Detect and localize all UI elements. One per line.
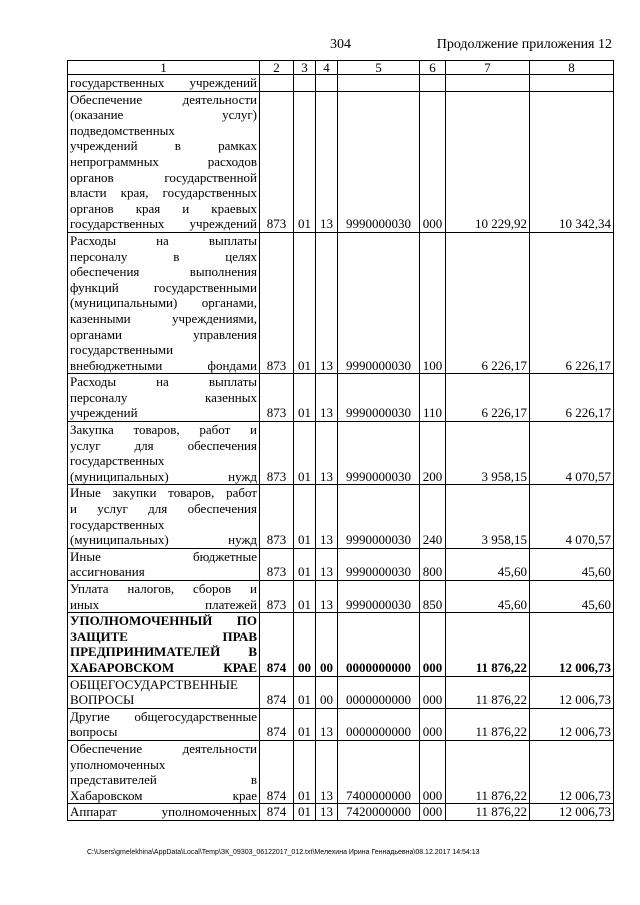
row-name-line: услуг для обеспечения (70, 437, 257, 453)
row-name-line: государственных учреждений (70, 75, 257, 90)
data-cell: 45,60 (530, 548, 614, 580)
data-cell: 11 876,22 (446, 804, 530, 821)
data-cell: 12 006,73 (530, 708, 614, 740)
data-cell: 9990000030 (338, 485, 420, 548)
data-cell: 01 (294, 422, 316, 485)
row-name-cell (68, 232, 260, 373)
data-cell: 873 (260, 581, 294, 613)
data-cell: 000 (420, 804, 446, 821)
table-row (68, 232, 614, 373)
data-cell: 12 006,73 (530, 804, 614, 821)
table-header-row (68, 61, 614, 75)
table-row (68, 374, 614, 422)
table-row (68, 676, 614, 708)
data-cell: 45,60 (446, 581, 530, 613)
column-header: 6 (420, 61, 446, 75)
data-cell: 01 (294, 676, 316, 708)
data-cell: 11 876,22 (446, 740, 530, 803)
data-cell: 0000000000 (338, 613, 420, 676)
data-cell: 110 (420, 374, 446, 422)
data-cell: 9990000030 (338, 548, 420, 580)
data-cell: 12 006,73 (530, 676, 614, 708)
data-cell (420, 75, 446, 92)
data-cell: 01 (294, 804, 316, 821)
row-name-line: органов края и краевых (70, 200, 257, 216)
data-cell: 00 (316, 613, 338, 676)
data-cell: 13 (316, 91, 338, 232)
row-name-line: Закупка товаров, работ и (70, 422, 257, 438)
data-cell: 000 (420, 613, 446, 676)
data-cell: 874 (260, 676, 294, 708)
data-cell: 4 070,57 (530, 485, 614, 548)
data-cell (338, 75, 420, 92)
data-cell: 874 (260, 740, 294, 803)
row-name-line: ассигнования (70, 564, 145, 580)
data-cell: 200 (420, 422, 446, 485)
data-cell: 873 (260, 485, 294, 548)
data-cell: 13 (316, 232, 338, 373)
row-name-line: ПРЕДПРИНИМАТЕЛЕЙ В (70, 644, 257, 660)
row-name-line: Обеспечение деятельности (70, 740, 257, 756)
data-cell: 3 958,15 (446, 422, 530, 485)
column-header: 3 (294, 61, 316, 75)
column-header: 8 (530, 61, 614, 75)
row-name-line: представителей в (70, 772, 257, 788)
data-cell: 000 (420, 676, 446, 708)
table-row (68, 485, 614, 548)
data-cell: 000 (420, 91, 446, 232)
data-cell: 874 (260, 613, 294, 676)
data-cell: 11 876,22 (446, 676, 530, 708)
data-cell: 01 (294, 91, 316, 232)
table-row (68, 581, 614, 613)
data-cell: 00 (316, 676, 338, 708)
row-name-cell (68, 740, 260, 803)
row-name-cell (68, 374, 260, 422)
column-header: 7 (446, 61, 530, 75)
row-name-line: государственных (70, 516, 165, 532)
data-cell: 13 (316, 374, 338, 422)
row-name-line: персоналу в целях (70, 248, 257, 264)
row-name-line: функций государственными (70, 279, 257, 295)
data-cell: 01 (294, 548, 316, 580)
row-name-line: Хабаровском крае (70, 787, 257, 803)
data-cell: 3 958,15 (446, 485, 530, 548)
data-cell: 13 (316, 804, 338, 821)
budget-table (67, 60, 614, 821)
data-cell (260, 75, 294, 92)
row-name-line: и услуг для обеспечения (70, 501, 257, 517)
row-name-line: власти края, государственных (70, 185, 257, 201)
table-row (68, 422, 614, 485)
data-cell: 01 (294, 708, 316, 740)
data-cell: 000 (420, 708, 446, 740)
data-cell: 7400000000 (338, 740, 420, 803)
data-cell: 4 070,57 (530, 422, 614, 485)
row-name-line: Аппарат уполномоченных (70, 804, 257, 820)
row-name-line: казенными учреждениями, (70, 310, 257, 326)
data-cell: 0000000000 (338, 676, 420, 708)
row-name-cell (68, 91, 260, 232)
column-header: 5 (338, 61, 420, 75)
table-row (68, 740, 614, 803)
data-cell (294, 75, 316, 92)
data-cell: 6 226,17 (446, 232, 530, 373)
page-number: 304 (330, 37, 351, 52)
data-cell: 850 (420, 581, 446, 613)
row-name-line: Уплата налогов, сборов и (70, 581, 257, 596)
data-cell: 240 (420, 485, 446, 548)
row-name-cell (68, 75, 260, 92)
data-cell: 9990000030 (338, 422, 420, 485)
data-cell: 00 (294, 613, 316, 676)
column-header: 1 (68, 61, 260, 75)
row-name-line: непрограммных расходов (70, 153, 257, 169)
row-name-line: (муниципальных) нужд (70, 532, 257, 548)
row-name-line: органами управления (70, 326, 257, 342)
row-name-cell (68, 548, 260, 580)
data-cell: 7420000000 (338, 804, 420, 821)
row-name-line: Другие общегосударственные (70, 708, 257, 724)
row-name-line: (муниципальными) органами, (70, 295, 257, 311)
data-cell: 01 (294, 374, 316, 422)
row-name-line: уполномоченных (70, 756, 166, 772)
table-body (68, 61, 614, 821)
row-name-line: внебюджетными фондами (70, 357, 257, 373)
data-cell: 873 (260, 548, 294, 580)
data-cell: 13 (316, 548, 338, 580)
data-cell: 13 (316, 740, 338, 803)
row-name-line: государственных (70, 453, 165, 469)
row-name-line: вопросы (70, 724, 118, 740)
data-cell: 13 (316, 708, 338, 740)
row-name-line: Расходы на выплаты (70, 374, 257, 390)
row-name-cell (68, 485, 260, 548)
data-cell: 9990000030 (338, 374, 420, 422)
data-cell (530, 75, 614, 92)
data-cell: 000 (420, 740, 446, 803)
data-cell: 873 (260, 232, 294, 373)
row-name-line: подведомственных (70, 122, 175, 138)
table-row (68, 804, 614, 821)
row-name-line: обеспечения выполнения (70, 264, 257, 280)
data-cell: 01 (294, 581, 316, 613)
row-name-line: ВОПРОСЫ (70, 692, 135, 708)
data-cell: 9990000030 (338, 91, 420, 232)
row-name-line: УПОЛНОМОЧЕННЫЙ ПО (70, 613, 257, 629)
row-name-line: органов государственной (70, 169, 257, 185)
table-row (68, 75, 614, 92)
data-cell: 874 (260, 804, 294, 821)
data-cell: 10 342,34 (530, 91, 614, 232)
row-name-line: иных платежей (70, 596, 257, 612)
data-cell: 12 006,73 (530, 740, 614, 803)
data-cell: 9990000030 (338, 581, 420, 613)
row-name-cell (68, 676, 260, 708)
table-row (68, 708, 614, 740)
row-name-line: учреждений (70, 405, 138, 421)
row-name-line: Обеспечение деятельности (70, 91, 257, 107)
data-cell: 01 (294, 232, 316, 373)
row-name-cell (68, 613, 260, 676)
data-cell: 13 (316, 422, 338, 485)
data-cell: 6 226,17 (446, 374, 530, 422)
data-cell: 873 (260, 422, 294, 485)
data-cell: 12 006,73 (530, 613, 614, 676)
data-cell (446, 75, 530, 92)
data-cell: 0000000000 (338, 708, 420, 740)
row-name-line: персоналу казенных (70, 389, 257, 405)
data-cell: 11 876,22 (446, 613, 530, 676)
row-name-cell (68, 581, 260, 613)
data-cell: 01 (294, 485, 316, 548)
row-name-cell (68, 708, 260, 740)
data-cell: 45,60 (446, 548, 530, 580)
data-cell: 45,60 (530, 581, 614, 613)
row-name-line: государственными (70, 342, 174, 358)
data-cell: 100 (420, 232, 446, 373)
data-cell: 13 (316, 581, 338, 613)
column-header: 4 (316, 61, 338, 75)
data-cell: 9990000030 (338, 232, 420, 373)
data-cell: 6 226,17 (530, 374, 614, 422)
row-name-line: Расходы на выплаты (70, 232, 257, 248)
data-cell (316, 75, 338, 92)
data-cell: 6 226,17 (530, 232, 614, 373)
row-name-line: ХАБАРОВСКОМ КРАЕ (70, 659, 257, 675)
appendix-note: Продолжение приложения 12 (436, 37, 612, 52)
table-row (68, 613, 614, 676)
data-cell: 01 (294, 740, 316, 803)
data-cell: 874 (260, 708, 294, 740)
column-header: 2 (260, 61, 294, 75)
data-cell: 800 (420, 548, 446, 580)
row-name-line: государственных учреждений (70, 216, 257, 232)
row-name-line: (оказание услуг) (70, 107, 257, 123)
row-name-line: ЗАЩИТЕ ПРАВ (70, 628, 257, 644)
row-name-cell (68, 804, 260, 821)
table-row (68, 91, 614, 232)
row-name-cell (68, 422, 260, 485)
data-cell: 13 (316, 485, 338, 548)
data-cell: 11 876,22 (446, 708, 530, 740)
row-name-line: учреждений в рамках (70, 138, 257, 154)
row-name-line: ОБЩЕГОСУДАРСТВЕННЫЕ (70, 676, 238, 692)
data-cell: 873 (260, 374, 294, 422)
row-name-line: Иные бюджетные (70, 548, 257, 564)
data-cell: 10 229,92 (446, 91, 530, 232)
table-row (68, 548, 614, 580)
row-name-line: Иные закупки товаров, работ (70, 485, 257, 501)
file-path-footer: C:\Users\gmelekhina\AppData\Local\Temp\ЗК_09303_06122017_012.txt\Мелехина Ирина Геннадьевна\08.12.2017 14:54:13 (87, 849, 480, 856)
data-cell: 873 (260, 91, 294, 232)
row-name-line: (муниципальных) нужд (70, 468, 257, 484)
